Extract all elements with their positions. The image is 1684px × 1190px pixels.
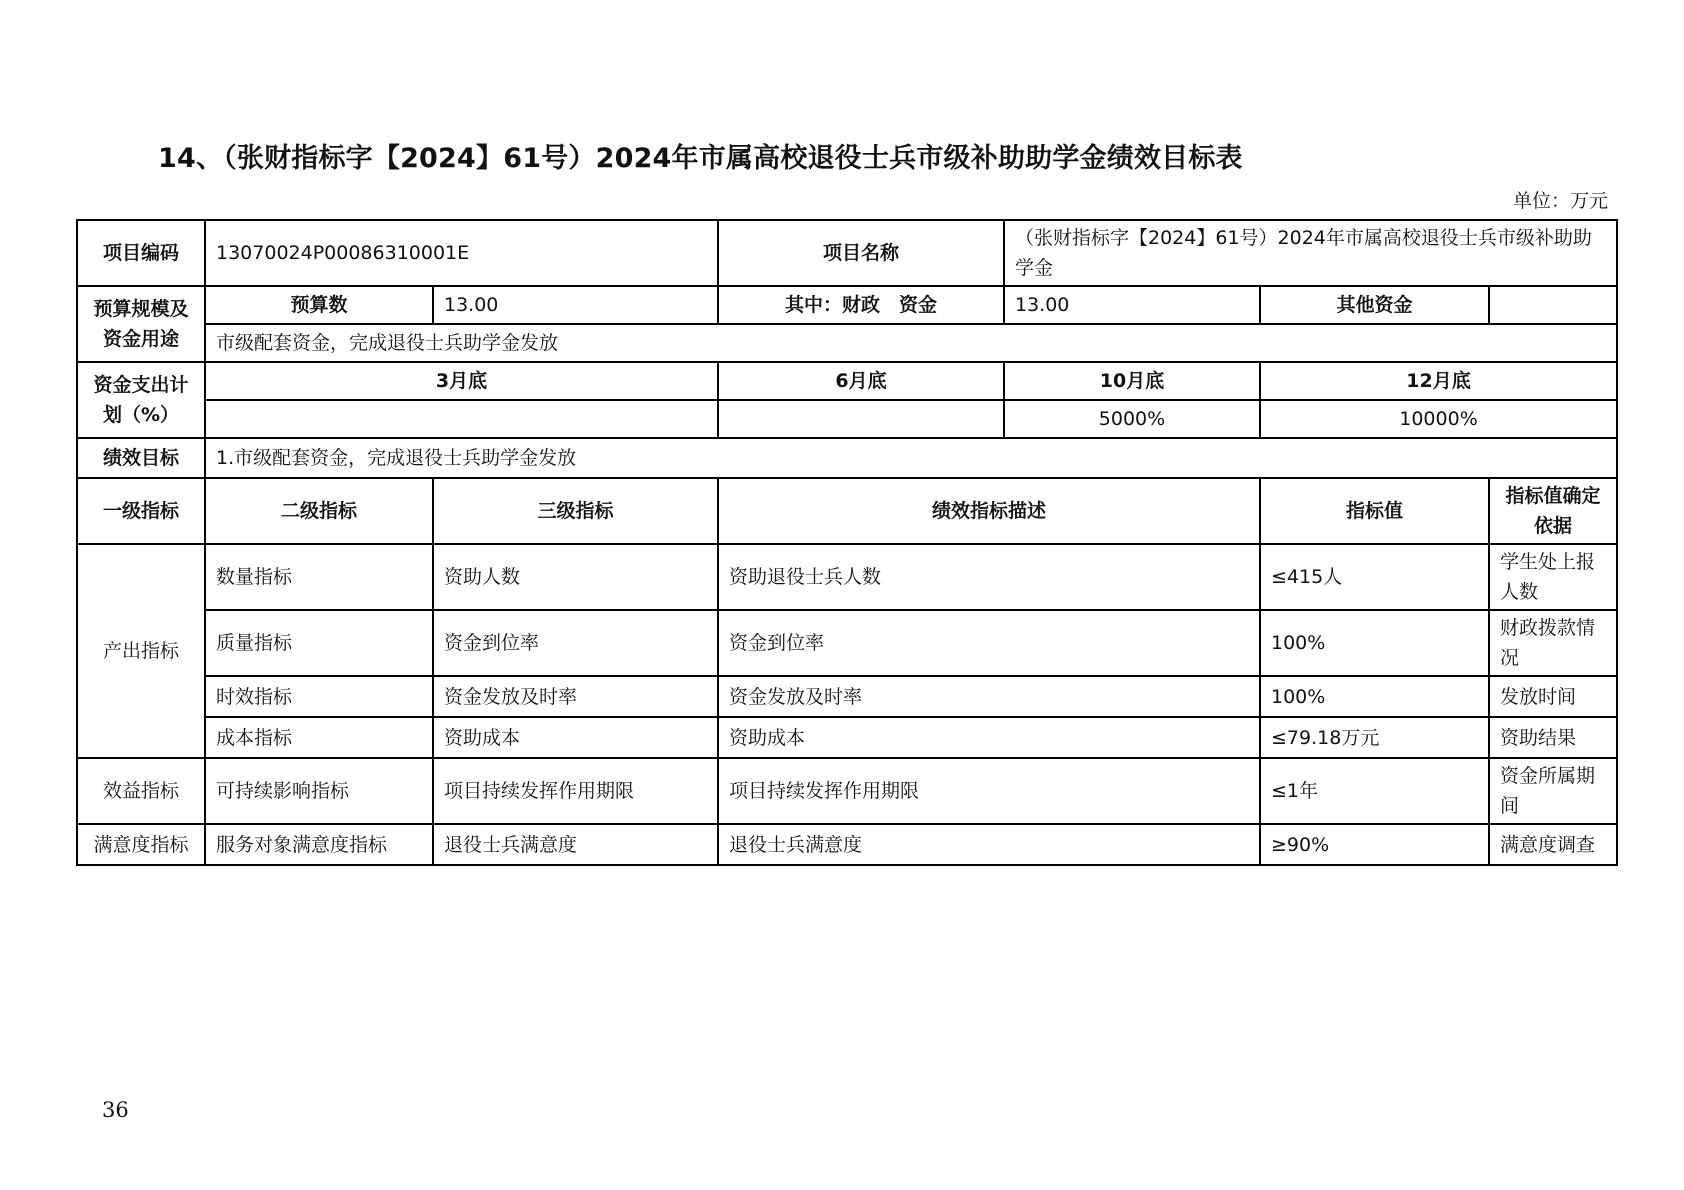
plan-q6-label: 6月底 — [718, 362, 1004, 400]
level3-cell: 退役士兵满意度 — [433, 824, 718, 865]
table-row — [77, 824, 1617, 865]
level2-cell: 数量指标 — [205, 544, 433, 610]
basis-cell: 财政拨款情况 — [1489, 610, 1617, 676]
desc-cell: 资金发放及时率 — [718, 676, 1260, 717]
finance-fund-label: 其中：财政 资金 — [718, 286, 1004, 324]
table-row — [77, 717, 1617, 758]
project-name: （张财指标字【2024】61号）2024年市属高校退役士兵市级补助助学金 — [1004, 220, 1617, 286]
level2-cell: 质量指标 — [205, 610, 433, 676]
level2-cell: 成本指标 — [205, 717, 433, 758]
value-cell: 100% — [1260, 676, 1489, 717]
value-cell: 100% — [1260, 610, 1489, 676]
page-title: 14、（张财指标字【2024】61号）2024年市属高校退役士兵市级补助助学金绩效目标表 — [158, 143, 1243, 174]
budget-label: 预算规模及资金用途 — [77, 286, 205, 362]
level3-cell: 资助人数 — [433, 544, 718, 610]
page-number: 36 — [102, 1098, 129, 1122]
plan-q3 — [205, 400, 718, 438]
value-cell: ≤1年 — [1260, 758, 1489, 824]
desc-cell: 退役士兵满意度 — [718, 824, 1260, 865]
table-row — [77, 610, 1617, 676]
plan-q12: 10000% — [1260, 400, 1617, 438]
level3-cell: 资金发放及时率 — [433, 676, 718, 717]
value-cell: ≤415人 — [1260, 544, 1489, 610]
indicator-header-row — [77, 478, 1617, 544]
level3-cell: 资金到位率 — [433, 610, 718, 676]
goal-row — [77, 438, 1617, 478]
benefit-indicator-label: 效益指标 — [77, 758, 205, 824]
goal-label: 绩效目标 — [77, 438, 205, 478]
table-row — [77, 758, 1617, 824]
header-desc: 绩效指标描述 — [718, 478, 1260, 544]
basis-cell: 资助结果 — [1489, 717, 1617, 758]
header-level1: 一级指标 — [77, 478, 205, 544]
desc-cell: 资金到位率 — [718, 610, 1260, 676]
plan-q10: 5000% — [1004, 400, 1260, 438]
output-indicator-label: 产出指标 — [77, 544, 205, 758]
level2-cell: 可持续影响指标 — [205, 758, 433, 824]
fund-usage: 市级配套资金，完成退役士兵助学金发放 — [205, 324, 1617, 362]
desc-cell: 项目持续发挥作用期限 — [718, 758, 1260, 824]
performance-target-table — [76, 219, 1618, 866]
value-cell: ≤79.18万元 — [1260, 717, 1489, 758]
plan-label: 资金支出计划（%） — [77, 362, 205, 438]
plan-header-row — [77, 362, 1617, 400]
plan-q3-label: 3月底 — [205, 362, 718, 400]
level2-cell: 服务对象满意度指标 — [205, 824, 433, 865]
header-basis: 指标值确定依据 — [1489, 478, 1617, 544]
finance-fund: 13.00 — [1004, 286, 1260, 324]
budget-row — [77, 286, 1617, 324]
other-fund-label: 其他资金 — [1260, 286, 1489, 324]
basis-cell: 满意度调查 — [1489, 824, 1617, 865]
budget-amount: 13.00 — [433, 286, 718, 324]
project-code: 13070024P00086310001E — [205, 220, 718, 286]
table-row — [77, 676, 1617, 717]
plan-q6 — [718, 400, 1004, 438]
desc-cell: 资助退役士兵人数 — [718, 544, 1260, 610]
basis-cell: 资金所属期间 — [1489, 758, 1617, 824]
plan-q12-label: 12月底 — [1260, 362, 1617, 400]
unit-label: 单位：万元 — [1512, 190, 1608, 212]
usage-row — [77, 324, 1617, 362]
other-fund — [1489, 286, 1617, 324]
project-name-label: 项目名称 — [718, 220, 1004, 286]
desc-cell: 资助成本 — [718, 717, 1260, 758]
project-row — [77, 220, 1617, 286]
goal-text: 1.市级配套资金，完成退役士兵助学金发放 — [205, 438, 1617, 478]
plan-q10-label: 10月底 — [1004, 362, 1260, 400]
header-level3: 三级指标 — [433, 478, 718, 544]
plan-value-row — [77, 400, 1617, 438]
value-cell: ≥90% — [1260, 824, 1489, 865]
basis-cell: 学生处上报人数 — [1489, 544, 1617, 610]
header-value: 指标值 — [1260, 478, 1489, 544]
table-row — [77, 544, 1617, 610]
level2-cell: 时效指标 — [205, 676, 433, 717]
project-code-label: 项目编码 — [77, 220, 205, 286]
header-level2: 二级指标 — [205, 478, 433, 544]
satisfaction-indicator-label: 满意度指标 — [77, 824, 205, 865]
budget-amount-label: 预算数 — [205, 286, 433, 324]
basis-cell: 发放时间 — [1489, 676, 1617, 717]
level3-cell: 项目持续发挥作用期限 — [433, 758, 718, 824]
level3-cell: 资助成本 — [433, 717, 718, 758]
